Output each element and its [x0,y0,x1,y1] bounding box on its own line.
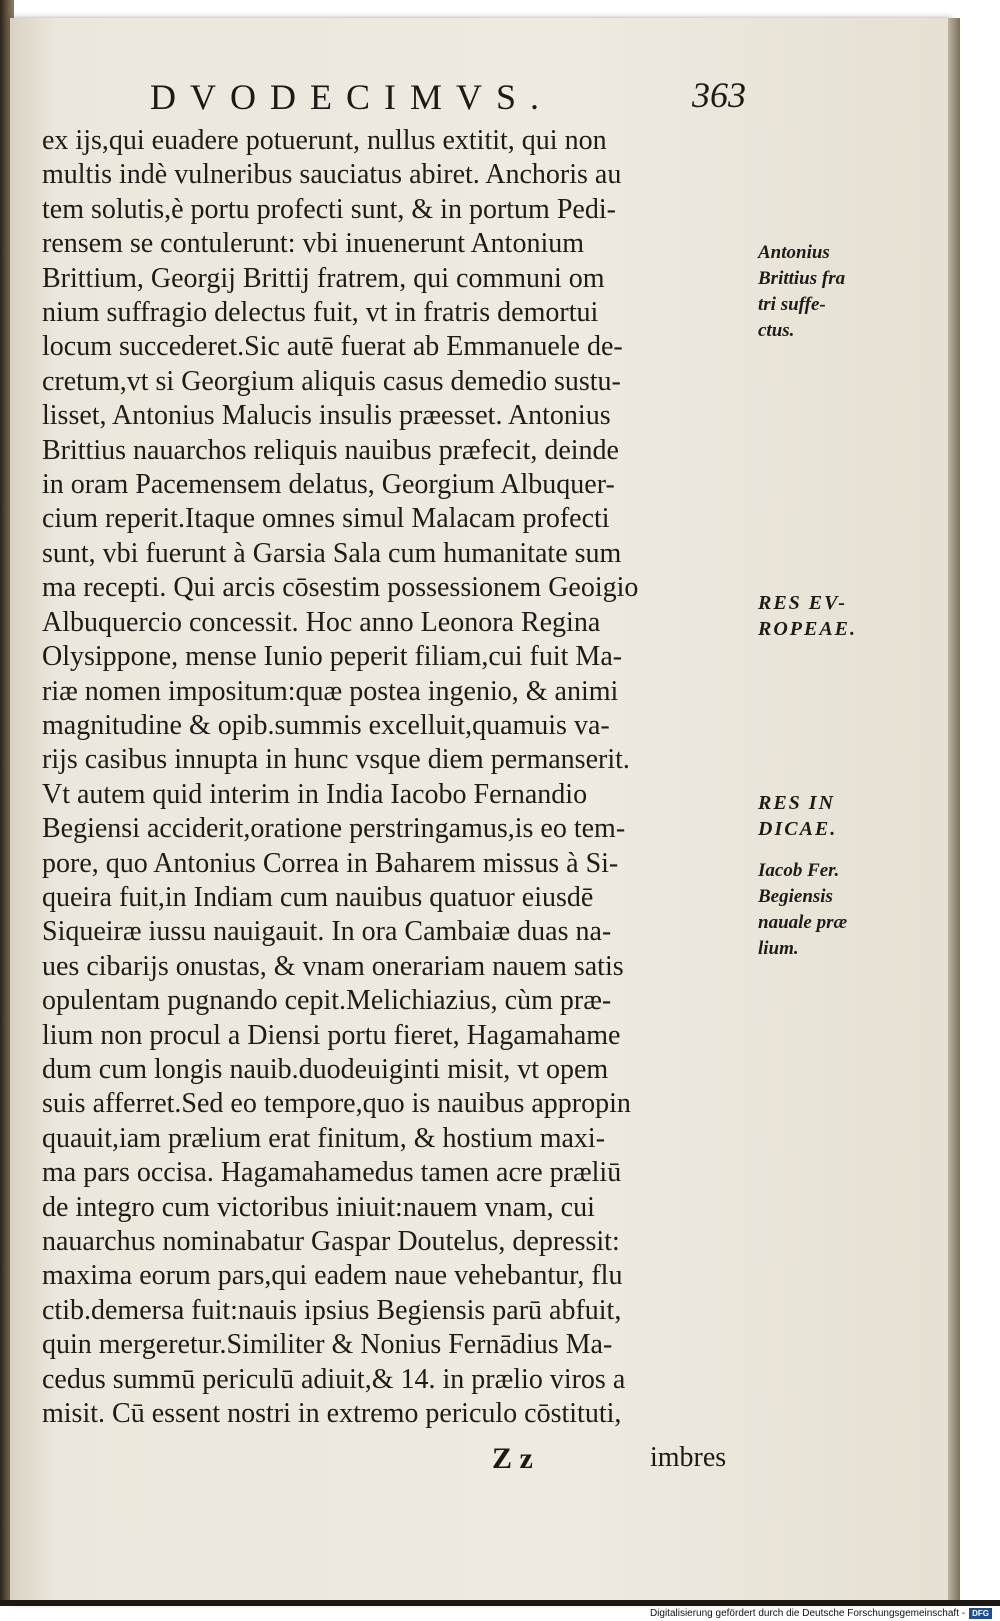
catchword: imbres [650,1442,727,1473]
body-line: magnitudine & opib.summis excelluit,quamuis va- [42,709,610,741]
body-line: Brittius nauarchos reliquis nauibus præfecit, deinde [42,434,619,466]
dfg-logo: DFG [969,1608,992,1619]
marginal-note-line: ctus. [758,320,795,341]
marginal-note-res-indicae [758,790,868,842]
body-line: tem solutis,è portu profecti sunt, & in portum Pedi- [42,193,616,225]
body-line: ex ijs,qui euadere potuerunt, nullus extitit, qui non [42,125,607,156]
body-line: sunt, vbi fuerunt à Garsia Sala cum humanitate sum [42,537,622,569]
body-line: quin mergeretur.Similiter & Nonius Fernādius Ma- [42,1329,613,1361]
marginal-note-line: Antonius [758,242,830,263]
marginal-note-line: RES EV- [758,592,848,614]
body-line: nium suffragio delectus fuit, vt in fratris demortui [42,297,599,329]
running-head: DVODECIMVS. [150,77,554,117]
marginal-note-line: Brittius fra [758,268,846,289]
body-line: rijs casibus innupta in hunc vsque diem permanserit. [42,744,630,776]
body-line: multis indè vulneribus sauciatus abiret. Anchoris au [42,159,622,191]
digitization-footer [650,1606,992,1621]
body-line: riæ nomen impositum:quæ postea ingenio, & animi [42,675,619,707]
marginal-note-line: RES IN [758,792,836,814]
body-line: queira fuit,in Indiam cum nauibus quatuor eiusdē [42,881,594,913]
marginal-note-line: ROPEAE. [758,618,858,640]
body-line: cedus summū periculū adiuit,& 14. in prælio viros a [42,1363,626,1395]
marginal-note-res-europeae [758,590,868,642]
body-line: nauarchus nominabatur Gaspar Doutelus, depressit: [42,1226,620,1257]
body-line: Begiensi acciderit,oratione perstringamus,is eo tem- [42,813,626,845]
body-line: dum cum longis nauib.duodeuiginti misit, vt opem [42,1053,609,1085]
body-line: ues cibarijs onustas, & vnam onerariam nauem satis [42,950,624,982]
marginal-note-line: nauale præ [758,912,848,933]
body-text [42,124,752,1431]
body-line: rensem se contulerunt: vbi inuenerunt Antonium [42,228,585,260]
body-line: pore, quo Antonius Correa in Baharem missus à Si- [42,847,619,879]
body-line: quauit,iam prælium erat finitum, & hostium maxi- [42,1122,606,1154]
body-line: ma recepti. Qui arcis cōsestim possessionem Geoigio [42,572,639,604]
body-line: opulentam pugnando cepit.Melichiazius, cùm præ- [42,985,612,1017]
marginal-note-line: Iacob Fer. [758,860,840,881]
body-line: Brittium, Georgij Brittij fratrem, qui communi om [42,262,605,294]
body-line: lium non procul a Diensi portu fieret, Hagamahame [42,1019,621,1051]
body-line: locum succederet.Sic autē fuerat ab Emmanuele de- [42,331,623,363]
signature-mark: Z z [492,1442,533,1475]
body-line: de integro cum victoribus iniuit:nauem vnam, cui [42,1191,595,1223]
page-number: 363 [692,75,746,115]
page-fore-edge [948,18,960,1603]
body-line: cium reperit.Itaque omnes simul Malacam profecti [42,503,610,535]
marginal-note-line: DICAE. [758,818,838,840]
marginal-note-line: Begiensis [758,886,833,907]
marginal-note-iacob-fer [758,858,868,962]
body-line: in oram Pacemensem delatus, Georgium Albuquer- [42,469,615,501]
body-line: ma pars occisa. Hagamahamedus tamen acre præliū [42,1157,622,1189]
marginal-note-line: tri suffe- [758,294,826,315]
body-line: lisset, Antonius Malucis insulis præesset. Antonius [42,400,611,432]
body-line: Vt autem quid interim in India Iacobo Fernandio [42,778,588,810]
body-line: Albuquercio concessit. Hoc anno Leonora Regina [42,606,601,638]
body-line: ctib.demersa fuit:nauis ipsius Begiensis parū abfuit, [42,1294,622,1326]
body-line: cretum,vt si Georgium aliquis casus demedio sustu- [42,365,621,397]
body-line: suis afferret.Sed eo tempore,quo is nauibus appropin [42,1088,631,1120]
footer-credit-text: Digitalisierung gefördert durch die Deutsche Forschungsgemeinschaft - [649,1608,966,1619]
body-line: maxima eorum pars,qui eadem naue vehebantur, flu [42,1260,623,1292]
marginal-note-antonius [758,240,868,344]
body-line: Olysippone, mense Iunio peperit filiam,cui fuit Ma- [42,641,623,673]
marginal-note-line: lium. [758,938,799,959]
body-line: misit. Cū essent nostri in extremo periculo cōstituti, [42,1398,622,1430]
body-line: Siqueiræ iussu nauigauit. In ora Cambaiæ duas na- [42,916,612,948]
